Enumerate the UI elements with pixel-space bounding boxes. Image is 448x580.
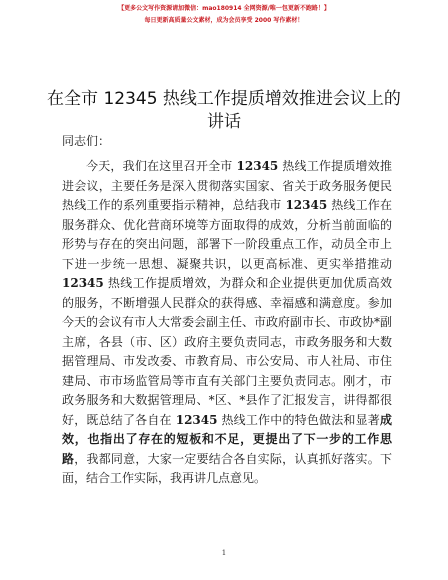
hotline-number: 12345 bbox=[285, 198, 328, 212]
body-paragraph bbox=[62, 157, 392, 489]
paragraph-text: 今天，我们在这里召开全市 bbox=[86, 159, 237, 173]
promo-banner-line-1: 【更多公文写作资源请加微信：mao180914 全网资源/唯一包更新不跑路！】 bbox=[118, 5, 330, 12]
page-number: 1 bbox=[221, 549, 227, 557]
paragraph-text: 热线工作提质增效，为群众和企业提供更加优质高效的服务，不断增强人民群众的获得感、幸福感和满意度。参加今天的会议有市人大常委会副主任、市政府副市长、市政协*副主席，各县（市、区）政府主要负责同志，市政务服务和大数据管理局、市发改委、市教育局、市公安局、市人社局、市住建局、市市场监管局等市直有关部门主要负责同志。刚才，市政务服务和大数据管理局、*区、*县作了汇报发言，讲得都很好，既总结了各自在 bbox=[62, 276, 393, 427]
paragraph-text: ，我都同意，大家一定要结合各自实际，认真抓好落实。下面，结合工作实际，我再讲几点意见。 bbox=[62, 451, 392, 485]
hotline-number: 12345 bbox=[175, 412, 218, 427]
highlighted-text: 成效，也指出了存在的短板和不足，更提出了下一步的工作思路 bbox=[62, 412, 392, 466]
document-title: 在全市 12345 热线工作提质增效推进会议上的讲话 bbox=[47, 89, 401, 132]
paragraph-text: 热线工作提质增效推进会议，主要任务是深入贯彻落实国家、省关于政务服务便民热线工作的系列重要指示精神，总结我市 bbox=[62, 159, 392, 212]
hotline-number: 12345 bbox=[236, 159, 279, 173]
hotline-number: 12345 bbox=[62, 276, 104, 290]
paragraph-text: 热线工作中的特色做法和显著 bbox=[217, 412, 380, 427]
promo-banner-line-2: 每日更新高质量公文素材，成为会员享受 2000 写作素材！ bbox=[144, 17, 304, 24]
salutation: 同志们： bbox=[62, 134, 111, 148]
promo-banner bbox=[0, 3, 448, 27]
paragraph-text: 热线工作在服务群众、优化营商环境等方面取得的成效，分析当前面临的形势与存在的突出问题，部署下一阶段重点工作，动员全市上下进一步统一思想、凝聚共识，以更高标准、更实举措推动 bbox=[62, 198, 392, 271]
